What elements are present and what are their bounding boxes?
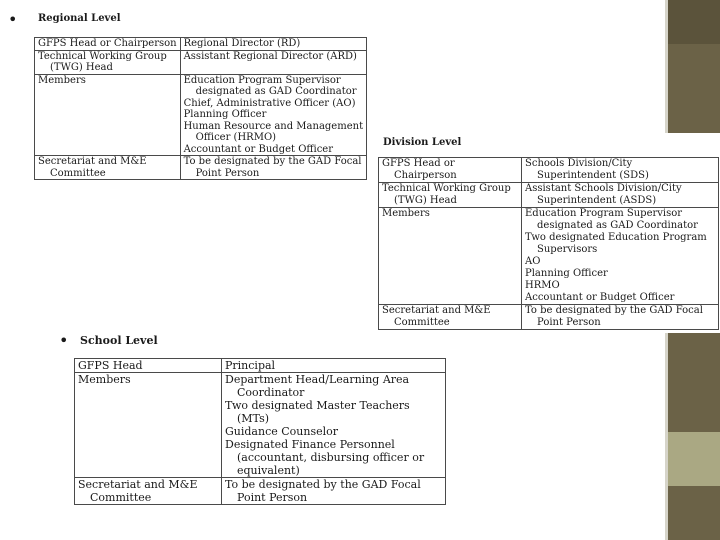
table-row [379,305,719,330]
assignee-cell [522,208,719,305]
cell-line: Planning Officer [525,268,608,279]
table-row [75,478,446,505]
cell-line: Secretariat and M&E [382,305,491,316]
cell-line: Coordinator [237,386,305,399]
cell-line: GFPS Head [78,359,143,372]
table-row [75,373,446,478]
cell-line: Chairperson [394,170,457,181]
table-row [75,359,446,373]
cell-line: Department Head/Learning Area [225,373,410,386]
assignee-cell [180,50,367,74]
role-cell [379,305,522,330]
cell-line: (accountant, disbursing officer or [237,451,425,464]
bullet-regional: • [8,10,18,29]
cell-line: Superintendent (ASDS) [537,195,657,206]
role-cell [379,208,522,305]
cell-line: To be designated by the GAD Focal [525,305,703,316]
cell-line: Assistant Regional Director (ARD) [183,50,357,62]
assignee-cell [222,359,446,373]
cell-line: equivalent) [237,464,300,477]
cell-line: Secretariat and M&E [38,156,147,167]
role-cell [35,156,181,180]
school-table [74,358,446,505]
role-cell [35,74,181,156]
cell-line: Point Person [195,167,260,179]
assignee-cell [222,478,446,505]
cell-line: Regional Director (RD) [183,38,301,49]
cell-line: (TWG) Head [394,195,457,206]
role-cell [75,478,222,505]
cell-line: Superintendent (SDS) [537,170,649,181]
cell-line: designated as GAD Coordinator [537,220,698,231]
cell-line: Members [78,373,131,386]
assignee-cell [522,158,719,183]
table-row [379,158,719,183]
cell-line: Accountant or Budget Officer [183,143,334,155]
regional-heading: Regional Level [38,13,121,24]
role-cell [35,38,181,51]
assignee-cell [180,74,367,156]
assignee-cell [180,38,367,51]
cell-line: Point Person [537,317,601,328]
bullet-school: • [59,331,69,350]
cell-line: (TWG) Head [50,62,113,73]
cell-line: To be designated by the GAD Focal [183,156,362,167]
cell-line: Technical Working Group [38,50,167,62]
cell-line: HRMO [525,280,560,291]
table-row [35,50,367,74]
cell-line: Human Resource and Management [183,120,364,132]
cell-line: Schools Division/City [525,158,633,169]
cell-line: Two designated Education Program [525,232,707,243]
table-row [35,74,367,156]
cell-line: To be designated by the GAD Focal [225,478,421,491]
cell-line: AO [525,256,541,267]
role-cell [75,359,222,373]
role-cell [35,50,181,74]
cell-line: Guidance Counselor [225,425,339,438]
table-row [379,208,719,305]
assignee-cell [222,373,446,478]
assignee-cell [522,305,719,330]
cell-line: Assistant Schools Division/City [525,183,682,194]
cell-line: Committee [90,491,152,504]
cell-line: Education Program Supervisor [525,208,683,219]
cell-line: Secretariat and M&E [78,478,198,491]
cell-line: Technical Working Group [382,183,511,194]
assignee-cell [180,156,367,180]
cell-line: Point Person [237,491,308,504]
cell-line: Members [382,208,430,219]
regional-table [34,37,367,180]
cell-line: Education Program Supervisor [183,74,341,86]
cell-line: Planning Officer [183,109,267,120]
cell-line: Members [38,74,86,86]
division-heading: Division Level [383,137,462,148]
school-heading: School Level [80,334,158,347]
cell-line: Chief, Administrative Officer (AO) [183,97,356,109]
cell-line: designated as GAD Coordinator [195,86,357,97]
division-table [378,157,719,330]
cell-line: Two designated Master Teachers [225,399,410,412]
role-cell [75,373,222,478]
cell-line: Committee [50,167,106,179]
sidebar-band-accent [668,432,720,486]
role-cell [379,183,522,208]
cell-line: (MTs) [237,412,270,425]
cell-line: Supervisors [537,244,598,255]
cell-line: Principal [225,359,276,372]
table-row [35,38,367,51]
role-cell [379,158,522,183]
cell-line: GFPS Head or [382,158,455,169]
cell-line: Designated Finance Personnel [225,438,395,451]
table-row [379,183,719,208]
cell-line: Committee [394,317,450,328]
sidebar-band-top [668,0,720,44]
cell-line: GFPS Head or Chairperson [38,38,177,49]
assignee-cell [522,183,719,208]
table-row [35,156,367,180]
cell-line: Accountant or Budget Officer [525,292,675,303]
cell-line: Officer (HRMO) [195,132,277,143]
